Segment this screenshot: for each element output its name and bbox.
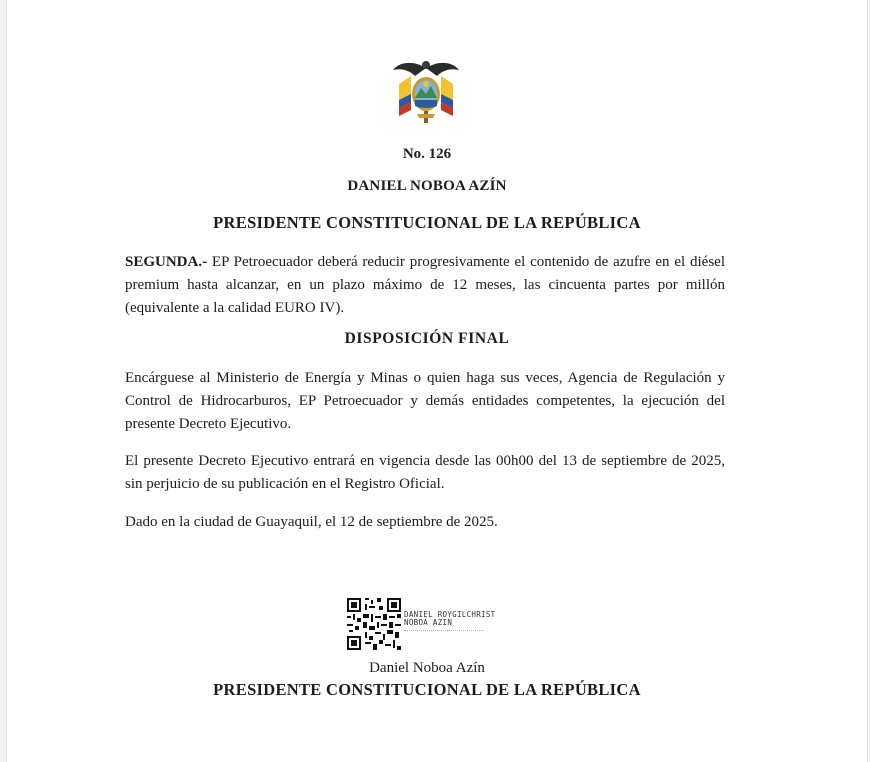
digital-signature-line2: NOBOA AZIN (404, 618, 453, 627)
coat-of-arms-icon (391, 54, 461, 126)
signer-title: PRESIDENTE CONSTITUCIONAL DE LA REPÚBLICA (213, 680, 641, 699)
signature-faint-line (404, 630, 484, 633)
segunda-text: EP Petroecuador deberá reducir progresivamente el contenido de azufre en el diésel premium hasta alcanzar, en un plazo máximo de 12 meses, las cincuenta partes por millón (equivalente a la calidad EURO IV). (125, 254, 725, 316)
digital-signature (347, 598, 547, 654)
segunda-paragraph (125, 251, 725, 320)
president-title: PRESIDENTE CONSTITUCIONAL DE LA REPÚBLICA (213, 213, 641, 232)
final-paragraph: Encárguese al Ministerio de Energía y Minas o quien haga sus veces, Agencia de Regulación y Control de Hidrocarburos, EP Petroecuador y demás entidades competentes, la ejecución del presente Decreto Ejecutivo. (125, 370, 725, 432)
vigencia-paragraph: El presente Decreto Ejecutivo entrará en vigencia desde las 00h00 del 13 de septiembre de 2025, sin perjuicio de su publicación en el Registro Oficial. (125, 453, 725, 492)
document-page (6, 0, 868, 762)
signer-name: Daniel Noboa Azín (369, 660, 485, 676)
dado-paragraph: Dado en la ciudad de Guayaquil, el 12 de septiembre de 2025. (125, 514, 498, 530)
document-number: No. 126 (402, 146, 452, 162)
final-heading: DISPOSICIÓN FINAL (344, 330, 510, 347)
segunda-label: SEGUNDA.- (125, 254, 208, 270)
digital-signature-text (404, 611, 496, 627)
president-name: DANIEL NOBOA AZÍN (347, 178, 507, 194)
digital-signature-line1: DANIEL ROYGILCHRIST (404, 610, 496, 619)
qr-code-icon (347, 598, 401, 650)
